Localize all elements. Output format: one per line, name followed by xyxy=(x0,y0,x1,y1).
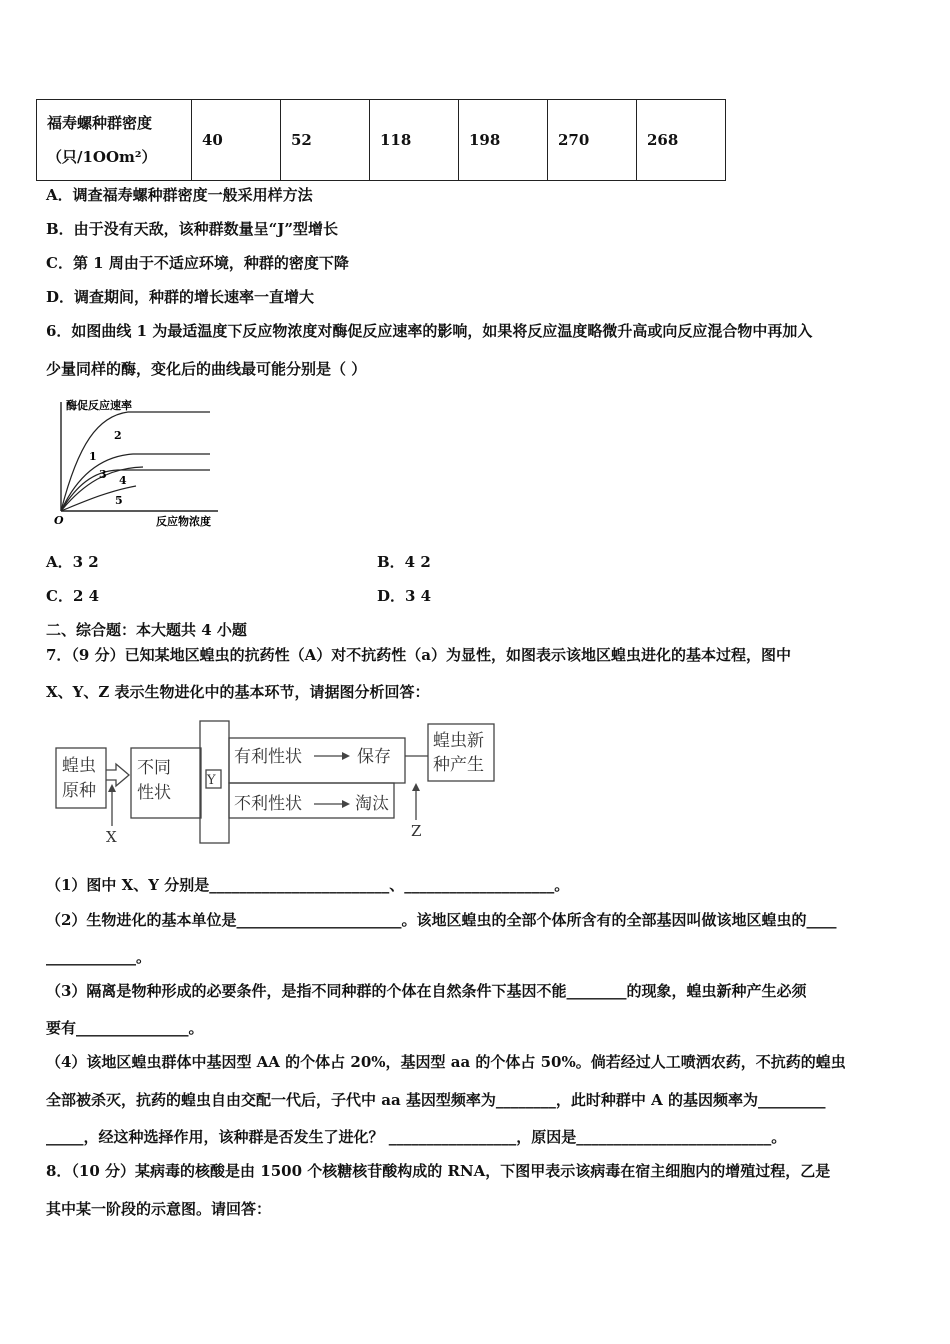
x-arrowhead-icon xyxy=(108,784,116,792)
table-cell: 268 xyxy=(637,100,726,181)
q7-stem-line1: 7．（9 分）已知某地区蝗虫的抗药性（A）对不抗药性（a）为显性，如图表示该地区蝗虫进化的基本过程，图中 xyxy=(46,646,791,664)
enzyme-rate-chart xyxy=(48,394,233,534)
table-cell: 118 xyxy=(370,100,459,181)
q7-stem-line2: X、Y、Z 表示生物进化中的基本环节，请据图分析回答： xyxy=(46,683,430,701)
curve-label-2: 2 xyxy=(114,429,122,442)
population-density-table xyxy=(36,99,726,181)
curve-label-1: 1 xyxy=(89,450,97,463)
table-row-label xyxy=(37,100,192,181)
q8-stem-line2: 其中某一阶段的示意图。请回答： xyxy=(46,1200,272,1218)
table-label-line2: （只/1OOm²） xyxy=(47,148,157,166)
q6-option-c: C．2 4 xyxy=(46,587,100,605)
y-label: Y xyxy=(207,773,216,788)
q6-option-b: B．4 2 xyxy=(377,553,431,571)
keep-arrowhead-icon xyxy=(342,752,350,760)
box3-line1: 蝗虫新 xyxy=(433,731,484,751)
q7-part3-line2: 要有_______________。 xyxy=(46,1019,204,1037)
curve-2 xyxy=(61,412,210,511)
q8-stem-line1: 8．（10 分）某病毒的核酸是由 1500 个核糖核苷酸构成的 RNA，下图甲表示该病毒在宿主细胞内的增殖过程，乙是 xyxy=(46,1162,831,1180)
q7-part2-line2: ____________。 xyxy=(46,948,152,966)
q5-option-a: A．调查福寿螺种群密度一般采用样方法 xyxy=(46,186,313,204)
box2-line2: 性状 xyxy=(137,783,171,803)
q7-part3-line1: （3）隔离是物种形成的必要条件，是指不同种群的个体在自然条件下基因不能________的现象，蝗虫新种产生必须 xyxy=(46,982,807,1000)
q5-option-c: C．第 1 周由于不适应环境，种群的密度下降 xyxy=(46,254,349,272)
q6-stem-line2: 少量同样的酶，变化后的曲线最可能分别是（ ） xyxy=(46,360,367,378)
table-cell: 40 xyxy=(192,100,281,181)
table-cell: 198 xyxy=(459,100,548,181)
table-cell: 52 xyxy=(281,100,370,181)
curve-label-5: 5 xyxy=(115,494,123,507)
chart-origin: O xyxy=(54,514,64,527)
curve-3 xyxy=(61,470,210,511)
q5-option-b: B．由于没有天敌，该种群数量呈“J”型增长 xyxy=(46,220,339,238)
curve-label-3: 3 xyxy=(99,468,107,481)
chart-ylabel: 酶促反应速率 xyxy=(66,399,132,412)
x-label: X xyxy=(106,828,117,846)
q5-option-d: D．调查期间，种群的增长速率一直增大 xyxy=(46,288,315,306)
hollow-arrow-icon xyxy=(106,764,129,786)
table-row xyxy=(37,100,726,181)
box3-line2: 种产生 xyxy=(433,755,484,775)
box1-line1: 蝗虫 xyxy=(62,756,96,776)
table-cell: 270 xyxy=(548,100,637,181)
q7-part1: （1）图中 X、Y 分别是________________________、____________________。 xyxy=(46,876,570,894)
section-heading: 二、综合题：本大题共 4 小题 xyxy=(46,621,247,639)
z-label: Z xyxy=(411,822,422,840)
q7-part2-line1: （2）生物进化的基本单位是______________________。该地区蝗虫的全部个体所含有的全部基因叫做该地区蝗虫的____ xyxy=(46,911,837,929)
box1-line2: 原种 xyxy=(62,781,96,801)
q6-option-a: A．3 2 xyxy=(46,553,99,571)
box2-line1: 不同 xyxy=(137,758,171,778)
q7-part4-line3: _____，经这种选择作用，该种群是否发生了进化？ _________________，原因是__________________________。 xyxy=(46,1128,787,1146)
z-arrowhead-icon xyxy=(412,783,420,791)
chart-xlabel: 反应物浓度 xyxy=(156,515,211,528)
favorable-traits: 有利性状 xyxy=(234,747,302,767)
q6-stem-line1: 6．如图曲线 1 为最适温度下反应物浓度对酶促反应速率的影响，如果将反应温度略微升高或向反应混合物中再加入 xyxy=(46,322,813,340)
elim-arrowhead-icon xyxy=(342,800,350,808)
keep-label: 保存 xyxy=(357,747,391,767)
q6-option-d: D．3 4 xyxy=(377,587,432,605)
unfavorable-traits: 不利性状 xyxy=(234,794,302,814)
table-label-line1: 福寿螺种群密度 xyxy=(47,114,153,132)
q7-part4-line1: （4）该地区蝗虫群体中基因型 AA 的个体占 20%，基因型 aa 的个体占 50%。倘若经过人工喷洒农药，不抗药的蝗虫 xyxy=(46,1053,846,1071)
q7-part4-line2: 全部被杀灭，抗药的蝗虫自由交配一代后，子代中 aa 基因型频率为________，此时种群中 A 的基因频率为_________ xyxy=(46,1091,826,1109)
curve-label-4: 4 xyxy=(119,474,127,487)
eliminate-label: 淘汰 xyxy=(355,794,389,814)
evolution-process-diagram xyxy=(54,718,499,846)
